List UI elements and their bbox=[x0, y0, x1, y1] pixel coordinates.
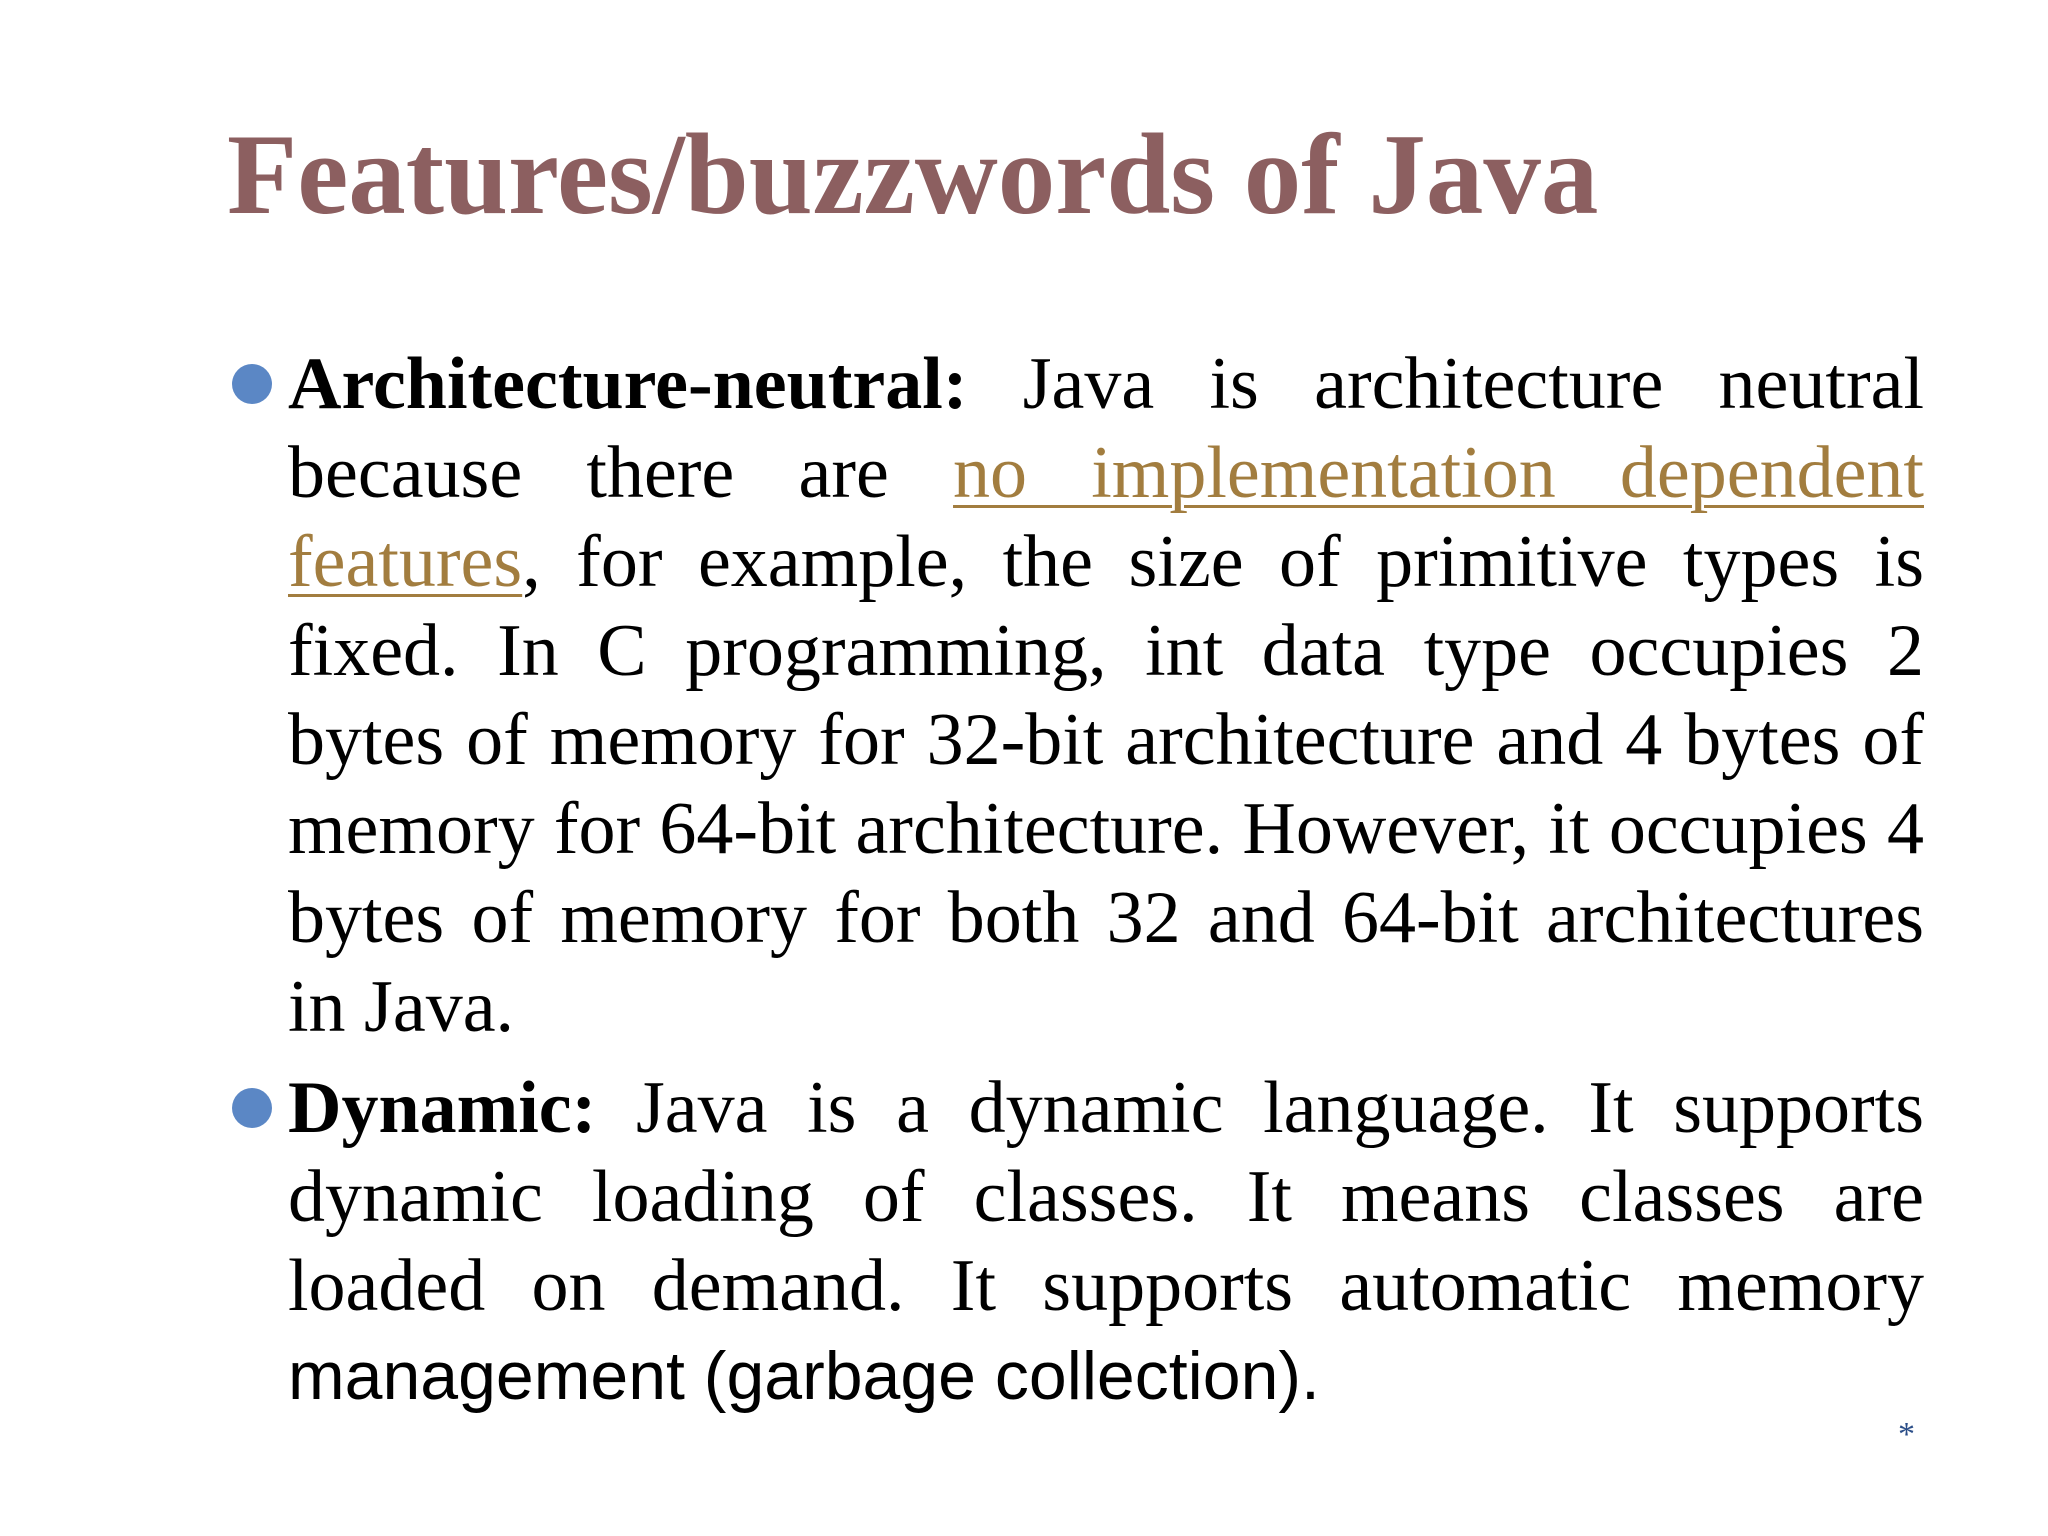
term-architecture-neutral: Architecture-neutral: bbox=[288, 343, 968, 425]
bullet-dot-dynamic bbox=[232, 1088, 272, 1128]
dynamic-text: Java is a dynamic language. It supports dynamic loading of classes. It means classes are loaded on demand. It supports automatic memory bbox=[288, 1067, 1924, 1327]
slide-title: Features/buzzwords of Java bbox=[227, 111, 1599, 238]
implementation-dependent-link[interactable]: no implementation dependent features bbox=[288, 432, 1924, 603]
dynamic-text-garbage-collection: management (garbage collection). bbox=[288, 1338, 1320, 1414]
bullet-architecture-neutral bbox=[288, 340, 1924, 1052]
bullet-dynamic bbox=[288, 1064, 1924, 1421]
term-dynamic: Dynamic: bbox=[288, 1067, 597, 1149]
bullet-dot-architecture-neutral bbox=[232, 364, 272, 404]
slide-footer-asterisk: * bbox=[1898, 1416, 1915, 1453]
architecture-neutral-text-detail: , for example, the size of primitive types is fixed. In C programming, int data type occupies 2 bytes of memory for 32-bit architecture and 4 bytes of memory for 64-bit architecture. However, it occupies 4 bytes of memory for both 32 and 64-bit architectures in Java. bbox=[288, 521, 1924, 1048]
architecture-neutral-text-intro: Java is architecture neutral because there are bbox=[288, 343, 1924, 514]
